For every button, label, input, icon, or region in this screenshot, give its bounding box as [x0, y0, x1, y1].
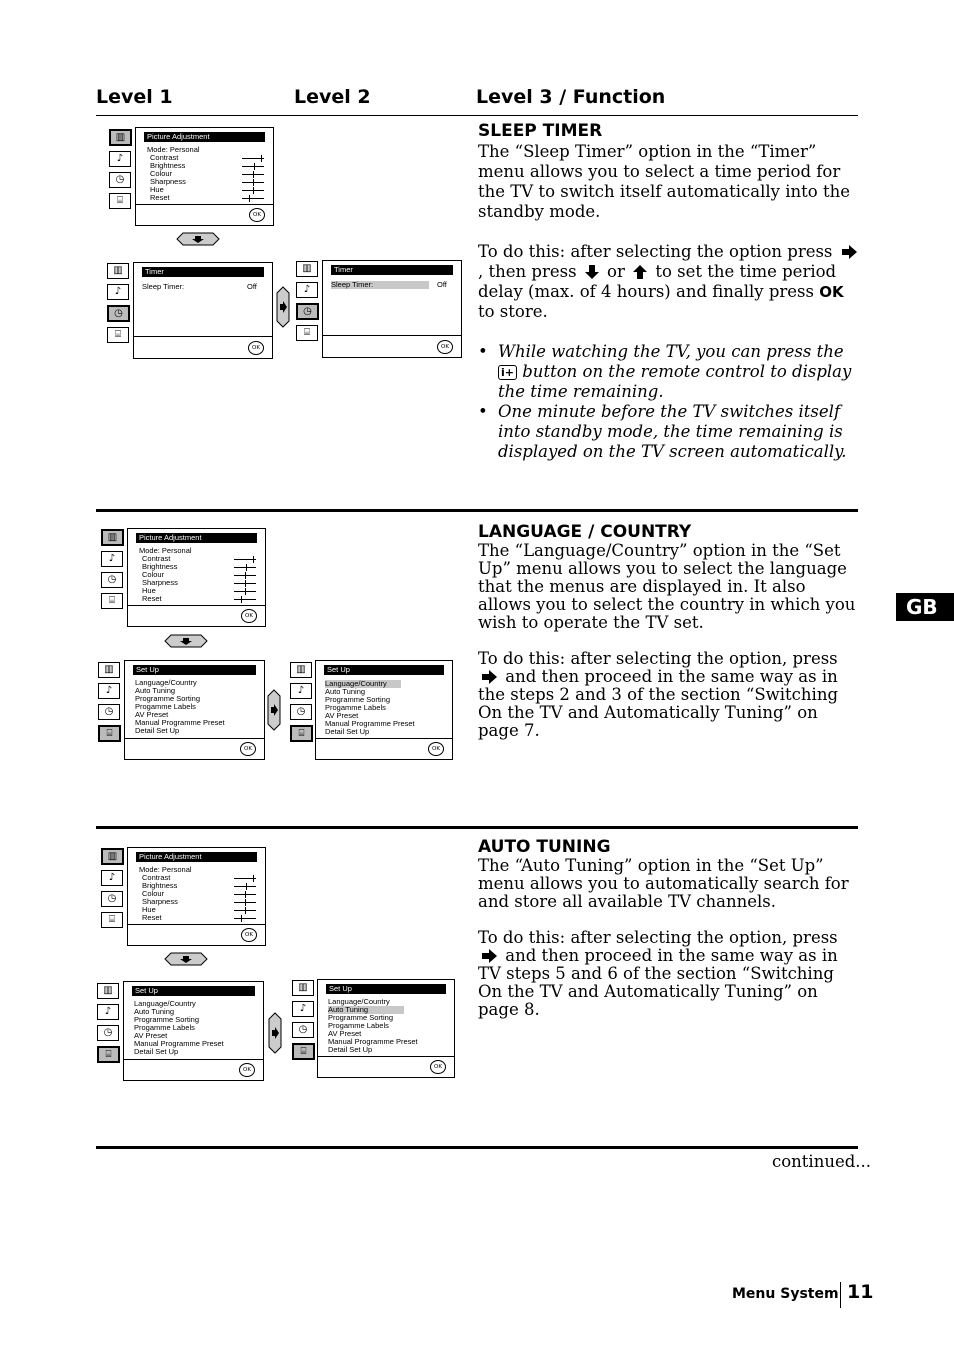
- menu-item: Detail Set Up: [135, 726, 180, 735]
- menu-item: Reset: [142, 594, 162, 603]
- setup-icon: ⌸: [296, 325, 318, 341]
- screen-title: Set Up: [133, 665, 256, 675]
- slider-bar: [234, 599, 256, 600]
- slider-tick: [254, 163, 255, 170]
- slider-bar: [234, 902, 256, 903]
- slider-bar: [242, 174, 264, 175]
- slider-tick: [246, 883, 247, 890]
- paragraph-instructions: To do this: after selecting the option, press and then proceed in the same way as in the steps 2 and 3 of the section “Switching On the TV and Automatically Tuning” on page 7.: [478, 649, 839, 740]
- picture-adjustment-screen: [127, 847, 266, 946]
- slider-tick: [261, 155, 262, 162]
- menu-item: Brightness: [142, 562, 178, 571]
- slider-tick: [253, 187, 254, 194]
- menu-item: Progamme Labels: [328, 1021, 389, 1030]
- screen-title: Set Up: [132, 986, 255, 996]
- sleep-timer-label: Sleep Timer:: [142, 282, 185, 291]
- timer-screen: [133, 262, 273, 359]
- picture-icon: ▥: [101, 529, 124, 546]
- paragraph: The “Auto Tuning” option in the “Set Up” menu allows you to automatically search for and store all available TV channels.: [478, 856, 849, 911]
- slider-bar: [234, 559, 256, 560]
- slider-bar: [234, 567, 256, 568]
- slider-bar: [242, 198, 264, 199]
- setup-screen: [123, 981, 264, 1081]
- menu-item: Programme Sorting: [328, 1013, 394, 1022]
- slider-bar: [242, 182, 264, 183]
- slider-bar: [234, 583, 256, 584]
- menu-item: Colour: [142, 570, 165, 579]
- timer-icon: ◷: [109, 172, 131, 188]
- timer-icon: ◷: [101, 891, 123, 907]
- info-button-icon: i+: [498, 365, 517, 380]
- slider-tick: [253, 179, 254, 186]
- slider-bar: [242, 190, 264, 191]
- ok-icon: OK: [239, 1063, 255, 1077]
- slider-tick: [245, 580, 246, 587]
- setup-screen: [124, 660, 265, 760]
- timer-icon: ◷: [296, 303, 319, 320]
- menu-item: Auto Tuning: [325, 687, 366, 696]
- sleep-timer-label: Sleep Timer:: [331, 281, 429, 289]
- header-rule: [96, 115, 858, 116]
- slider-tick: [241, 915, 242, 922]
- slider-bar: [234, 910, 256, 911]
- slider-tick: [245, 891, 246, 898]
- slider-tick: [241, 596, 242, 603]
- ok-icon: OK: [249, 208, 265, 222]
- sound-icon: ♪: [296, 282, 318, 298]
- screen-title: Picture Adjustment: [136, 533, 257, 543]
- bullet-item: • One minute before the TV switches itself into standby mode, the time remaining is displayed on the TV screen automatically.: [478, 402, 860, 462]
- menu-item: AV Preset: [134, 1031, 168, 1040]
- level2-header: Level 2: [294, 86, 371, 108]
- menu-item: Manual Programme Preset: [325, 719, 415, 728]
- sound-icon: ♪: [98, 683, 120, 699]
- menu-item: Programme Sorting: [134, 1015, 200, 1024]
- picture-icon: ▥: [290, 662, 312, 678]
- timer-icon: ◷: [97, 1025, 119, 1041]
- setup-icon: ⌸: [290, 725, 313, 742]
- menu-item: Progamme Labels: [134, 1023, 195, 1032]
- timer-icon: ◷: [292, 1022, 314, 1038]
- menu-item: Sharpness: [142, 578, 178, 587]
- menu-icons: [98, 662, 122, 747]
- picture-icon: ▥: [101, 848, 124, 865]
- menu-item: Hue: [150, 185, 164, 194]
- menu-item: Manual Programme Preset: [135, 718, 225, 727]
- ok-icon: OK: [430, 1060, 446, 1074]
- slider-bar: [234, 575, 256, 576]
- timer-icon: ◷: [107, 305, 130, 322]
- menu-item: AV Preset: [325, 711, 359, 720]
- picture-icon: ▥: [98, 662, 120, 678]
- sound-icon: ♪: [292, 1001, 314, 1017]
- mode-label: Mode: Personal: [139, 546, 192, 555]
- paragraph-instructions: To do this: after selecting the option press , then press or to set the time period delay (max. of 4 hours) and finally press OK to store.: [478, 242, 860, 322]
- sound-icon: ♪: [97, 1004, 119, 1020]
- mode-label: Mode: Personal: [147, 145, 200, 154]
- footer-section: Menu System: [732, 1286, 839, 1302]
- setup-icon: ⌸: [292, 1043, 315, 1060]
- picture-icon: ▥: [296, 261, 318, 277]
- setup-screen-selected: [315, 660, 453, 760]
- menu-item: Manual Programme Preset: [134, 1039, 224, 1048]
- ok-icon: OK: [240, 742, 256, 756]
- continued-note: continued...: [772, 1152, 872, 1171]
- down-button-icon: [176, 232, 220, 246]
- down-button-icon: [164, 634, 208, 648]
- right-button-icon: [267, 689, 281, 731]
- sound-icon: ♪: [101, 551, 123, 567]
- menu-item: Contrast: [150, 153, 179, 162]
- page-number: 11: [847, 1281, 874, 1303]
- menu-icons: [101, 848, 125, 933]
- slider-tick: [245, 588, 246, 595]
- auto-tuning-text: [478, 837, 860, 1019]
- ok-icon: OK: [241, 928, 257, 942]
- picture-adjustment-screen: [135, 127, 274, 226]
- setup-icon: ⌸: [101, 593, 123, 609]
- menu-item: Hue: [142, 586, 156, 595]
- menu-item: Auto Tuning: [134, 1007, 175, 1016]
- section-rule: [96, 509, 858, 512]
- slider-tick: [245, 899, 246, 906]
- paragraph: The “Sleep Timer” option in the “Timer” menu allows you to select a time period for the TV to switch itself automatically into the standby mode.: [478, 142, 850, 221]
- setup-icon: ⌸: [109, 193, 131, 209]
- timer-icon: ◷: [98, 704, 120, 720]
- section-rule: [96, 1146, 858, 1149]
- sleep-timer-value: Off: [247, 282, 257, 291]
- ok-icon: OK: [428, 742, 444, 756]
- section-title: AUTO TUNING: [478, 837, 611, 857]
- screen-title: Picture Adjustment: [144, 132, 265, 142]
- menu-item: Contrast: [142, 554, 171, 563]
- menu-item: Detail Set Up: [325, 727, 370, 736]
- menu-item: Language/Country: [134, 999, 196, 1008]
- menu-item: Auto Tuning: [135, 686, 176, 695]
- sound-icon: ♪: [290, 683, 312, 699]
- right-arrow-icon: [840, 244, 858, 260]
- picture-icon: ▥: [292, 980, 314, 996]
- slider-tick: [249, 195, 250, 202]
- level1-header: Level 1: [96, 86, 173, 108]
- menu-item: Reset: [150, 193, 170, 202]
- up-arrow-icon: [632, 264, 648, 280]
- sleep-timer-value: Off: [437, 280, 447, 289]
- menu-item: Programme Sorting: [325, 695, 391, 704]
- picture-icon: ▥: [107, 263, 129, 279]
- menu-icons: [97, 983, 121, 1068]
- down-arrow-icon: [584, 264, 600, 280]
- menu-item: AV Preset: [328, 1029, 362, 1038]
- language-tab: GB: [896, 593, 954, 621]
- menu-item: AV Preset: [135, 710, 169, 719]
- menu-item: Sharpness: [150, 177, 186, 186]
- slider-tick: [253, 171, 254, 178]
- down-button-icon: [164, 952, 208, 966]
- language-country-text: [478, 522, 860, 740]
- menu-icons: [107, 263, 131, 348]
- menu-item: Detail Set Up: [328, 1045, 373, 1054]
- menu-item: Progamme Labels: [135, 702, 196, 711]
- timer-icon: ◷: [101, 572, 123, 588]
- screen-title: Timer: [142, 267, 264, 277]
- bullet-item: • While watching the TV, you can press the i+ button on the remote control to display the time remaining.: [478, 342, 860, 402]
- slider-tick: [245, 572, 246, 579]
- slider-bar: [242, 158, 264, 159]
- ok-icon: OK: [248, 341, 264, 355]
- slider-tick: [245, 907, 246, 914]
- screen-title: Set Up: [324, 665, 444, 675]
- section-title: LANGUAGE / COUNTRY: [478, 522, 692, 542]
- ok-icon: OK: [241, 609, 257, 623]
- section-title: SLEEP TIMER: [478, 121, 603, 141]
- slider-bar: [234, 878, 256, 879]
- menu-icons: [292, 980, 316, 1065]
- right-button-icon: [276, 286, 290, 328]
- paragraph-instructions: To do this: after selecting the option, press and then proceed in the same way as in TV steps 5 and 6 of the section “Switching On the TV and Automatically Tuning” on page 8.: [478, 928, 838, 1019]
- slider-bar: [234, 894, 256, 895]
- right-arrow-icon: [480, 948, 498, 964]
- menu-item: Language/Country: [328, 997, 390, 1006]
- screen-title: Picture Adjustment: [136, 852, 257, 862]
- setup-icon: ⌸: [107, 327, 129, 343]
- menu-item: Auto Tuning: [328, 1006, 446, 1014]
- level3-header: Level 3 / Function: [476, 86, 666, 108]
- slider-bar: [234, 591, 256, 592]
- section-rule: [96, 826, 858, 829]
- sound-icon: ♪: [101, 870, 123, 886]
- slider-tick: [253, 875, 254, 882]
- mode-label: Mode: Personal: [139, 865, 192, 874]
- menu-icons: [109, 129, 133, 214]
- menu-item: Contrast: [142, 873, 171, 882]
- screen-title: Set Up: [326, 984, 446, 994]
- picture-adjustment-screen: [127, 528, 266, 627]
- setup-icon: ⌸: [98, 725, 121, 742]
- right-button-icon: [268, 1012, 282, 1054]
- setup-screen-selected: [317, 979, 455, 1078]
- ok-icon: OK: [437, 340, 453, 354]
- menu-item: Colour: [142, 889, 165, 898]
- menu-item: Colour: [150, 169, 173, 178]
- slider-tick: [246, 564, 247, 571]
- menu-item: Programme Sorting: [135, 694, 201, 703]
- paragraph: The “Language/Country” option in the “Set Up” menu allows you to select the language that the menus are displayed in. It also allows you to select the country in which you wish to operate the TV set.: [478, 541, 856, 632]
- menu-item: Language/Country: [325, 680, 444, 688]
- picture-icon: ▥: [109, 129, 132, 146]
- footer-divider: [840, 1282, 841, 1308]
- sound-icon: ♪: [109, 151, 131, 167]
- picture-icon: ▥: [97, 983, 119, 999]
- slider-bar: [242, 166, 264, 167]
- menu-item: Hue: [142, 905, 156, 914]
- menu-icons: [296, 261, 320, 346]
- slider-tick: [253, 556, 254, 563]
- timer-icon: ◷: [290, 704, 312, 720]
- sound-icon: ♪: [107, 284, 129, 300]
- menu-item: Reset: [142, 913, 162, 922]
- menu-item: Brightness: [150, 161, 186, 170]
- slider-bar: [234, 886, 256, 887]
- menu-item: Detail Set Up: [134, 1047, 179, 1056]
- timer-screen-selected: [322, 260, 462, 358]
- menu-icons: [101, 529, 125, 614]
- menu-item: Progamme Labels: [325, 703, 386, 712]
- sleep-timer-text: [478, 121, 860, 462]
- slider-bar: [234, 918, 256, 919]
- setup-icon: ⌸: [101, 912, 123, 928]
- menu-item: Manual Programme Preset: [328, 1037, 418, 1046]
- menu-item: Sharpness: [142, 897, 178, 906]
- right-arrow-icon: [480, 669, 498, 685]
- menu-item: Brightness: [142, 881, 178, 890]
- menu-item: Language/Country: [135, 678, 197, 687]
- setup-icon: ⌸: [97, 1046, 120, 1063]
- menu-icons: [290, 662, 314, 747]
- screen-title: Timer: [331, 265, 453, 275]
